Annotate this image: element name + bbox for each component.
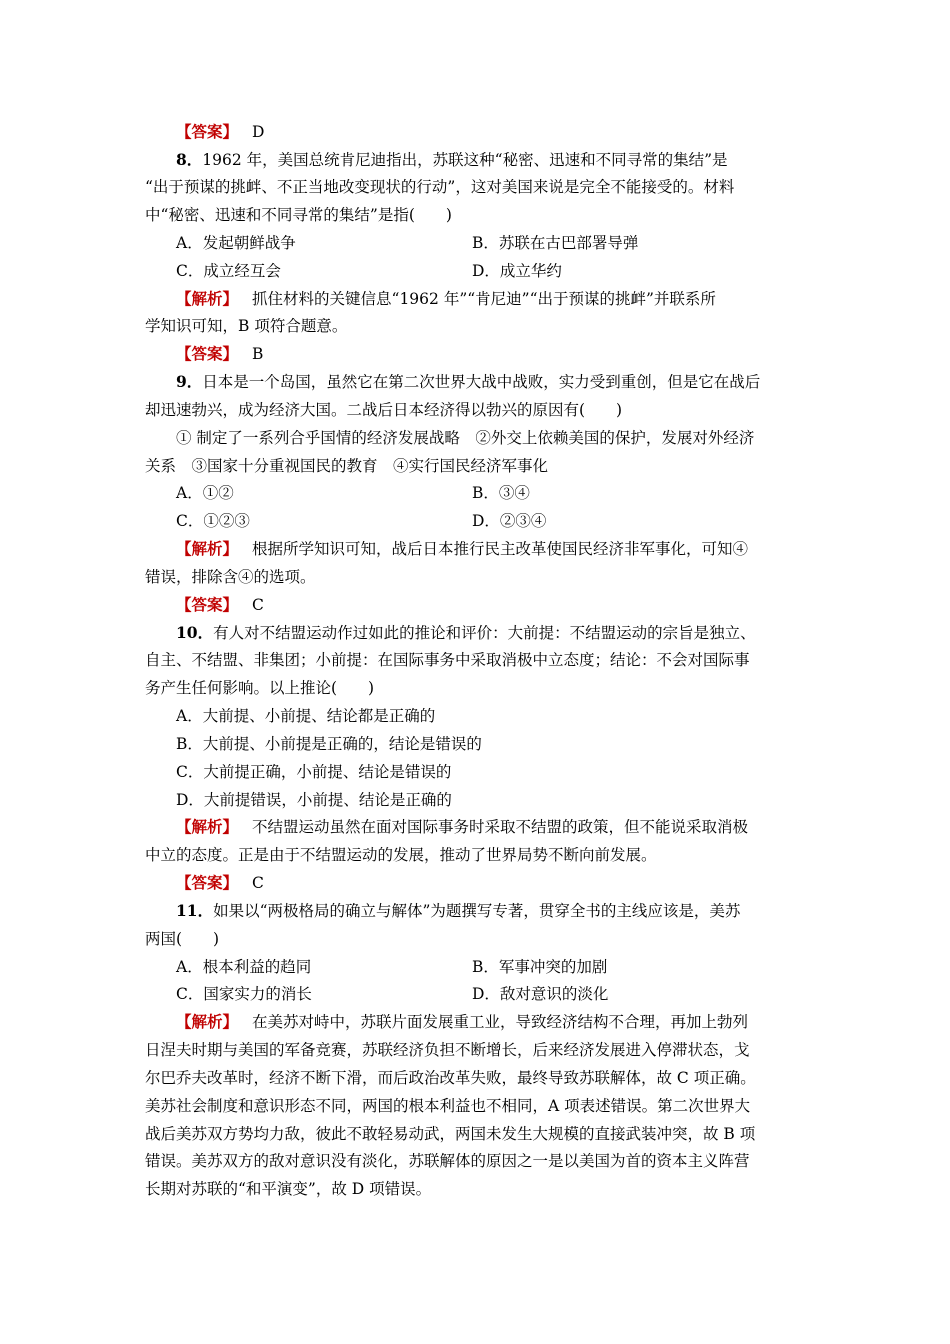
text-line: 错误。美苏双方的敌对意识没有淡化，苏联解体的原因之一是以美国为首的资本主义阵营 bbox=[145, 1152, 750, 1170]
text-line: 两国( ) bbox=[145, 930, 220, 948]
option-c: C．大前提正确，小前提、结论是错误的 bbox=[176, 763, 452, 781]
answer-value: C bbox=[252, 596, 264, 614]
option-b: B．大前提、小前提是正确的，结论是错误的 bbox=[176, 735, 482, 753]
option-d: D．成立华约 bbox=[472, 262, 562, 280]
answer-tag: 【答案】 bbox=[176, 344, 239, 363]
text-line: 错误，排除含④的选项。 bbox=[145, 568, 316, 586]
option-c: C．成立经互会 bbox=[176, 262, 281, 280]
question-10-stem: 10．有人对不结盟运动作过如此的推论和评价：大前提：不结盟运动的宗旨是独立、 bbox=[176, 623, 756, 642]
analysis-tag: 【解析】 bbox=[176, 289, 239, 308]
option-d: D．大前提错误，小前提、结论是正确的 bbox=[176, 791, 452, 809]
text-line: ① 制定了一系列合乎国情的经济发展战略 ②外交上依赖美国的保护，发展对外经济 bbox=[176, 429, 755, 447]
text-line: 日涅夫时期与美国的军备竞赛，苏联经济负担不断增长，后来经济发展进入停滞状态，戈 bbox=[145, 1041, 750, 1059]
option-b: B．军事冲突的加剧 bbox=[472, 958, 608, 976]
analysis-line: 【解析】 抓住材料的关键信息“1962 年”“肯尼迪”“出于预谋的挑衅”并联系所 bbox=[176, 289, 716, 308]
answer-tag: 【答案】 bbox=[176, 873, 239, 892]
analysis-tag: 【解析】 bbox=[176, 1012, 239, 1031]
option-b: B．③④ bbox=[472, 484, 530, 502]
analysis-tag: 【解析】 bbox=[176, 539, 239, 558]
option-b: B．苏联在古巴部署导弹 bbox=[472, 234, 639, 252]
answer-line bbox=[176, 594, 264, 616]
analysis-tag: 【解析】 bbox=[176, 817, 239, 836]
text-line: 学知识可知，B 项符合题意。 bbox=[145, 317, 348, 335]
question-9-stem: 9．日本是一个岛国，虽然它在第二次世界大战中战败，实力受到重创，但是它在战后 bbox=[176, 372, 761, 391]
answer-line bbox=[176, 872, 264, 894]
text-line: 关系 ③国家十分重视国民的教育 ④实行国民经济军事化 bbox=[145, 457, 549, 475]
analysis-line: 【解析】 在美苏对峙中，苏联片面发展重工业，导致经济结构不合理，再加上勃列 bbox=[176, 1012, 749, 1031]
option-c: C．①②③ bbox=[176, 512, 250, 530]
answer-value: B bbox=[252, 345, 264, 363]
option-a: A．根本利益的趋同 bbox=[176, 958, 312, 976]
text-line: 尔巴乔夫改革时，经济不断下滑，而后政治改革失败，最终导致苏联解体，故 C 项正确。 bbox=[145, 1069, 756, 1087]
option-c: C．国家实力的消长 bbox=[176, 985, 312, 1003]
answer-value: D bbox=[252, 123, 265, 141]
answer-tag: 【答案】 bbox=[176, 595, 239, 614]
option-a: A．①② bbox=[176, 484, 234, 502]
question-number: 8． bbox=[176, 150, 203, 169]
text-line: 中“秘密、迅速和不同寻常的集结”是指( ) bbox=[145, 206, 452, 224]
question-number: 10． bbox=[176, 623, 214, 642]
answer-tag: 【答案】 bbox=[176, 122, 239, 141]
text-line: 美苏社会制度和意识形态不同，两国的根本利益也不相同，A 项表述错误。第二次世界大 bbox=[145, 1097, 751, 1115]
analysis-line: 【解析】 不结盟运动虽然在面对国际事务时采取不结盟的政策，但不能说采取消极 bbox=[176, 817, 749, 836]
text-line: 长期对苏联的“和平演变”，故 D 项错误。 bbox=[145, 1180, 432, 1198]
text-line: 自主、不结盟、非集团；小前提：在国际事务中采取消极中立态度；结论：不会对国际事 bbox=[145, 651, 750, 669]
option-d: D．敌对意识的淡化 bbox=[472, 985, 609, 1003]
answer-value: C bbox=[252, 874, 264, 892]
text-line: “出于预谋的挑衅、不正当地改变现状的行动”，这对美国来说是完全不能接受的。材料 bbox=[145, 178, 735, 196]
text-line: 中立的态度。正是由于不结盟运动的发展，推动了世界局势不断向前发展。 bbox=[145, 846, 657, 864]
text-line: 却迅速勃兴，成为经济大国。二战后日本经济得以勃兴的原因有( ) bbox=[145, 401, 623, 419]
option-d: D．②③④ bbox=[472, 512, 547, 530]
question-11-stem: 11．如果以“两极格局的确立与解体”为题撰写专著，贯穿全书的主线应该是，美苏 bbox=[176, 901, 741, 920]
answer-line bbox=[176, 121, 264, 143]
question-number: 9． bbox=[176, 372, 203, 391]
question-8-stem: 8．1962 年，美国总统肯尼迪指出，苏联这种“秘密、迅速和不同寻常的集结”是 bbox=[176, 150, 728, 169]
option-a: A．发起朝鲜战争 bbox=[176, 234, 296, 252]
answer-line bbox=[176, 343, 263, 365]
text-line: 战后美苏双方势均力敌，彼此不敢轻易动武，两国未发生大规模的直接武装冲突，故 B 项 bbox=[145, 1125, 756, 1143]
question-number: 11． bbox=[176, 901, 214, 920]
analysis-line: 【解析】 根据所学知识可知，战后日本推行民主改革使国民经济非军事化，可知④ bbox=[176, 539, 749, 558]
option-a: A．大前提、小前提、结论都是正确的 bbox=[176, 707, 436, 725]
text-line: 务产生任何影响。以上推论( ) bbox=[145, 679, 375, 697]
